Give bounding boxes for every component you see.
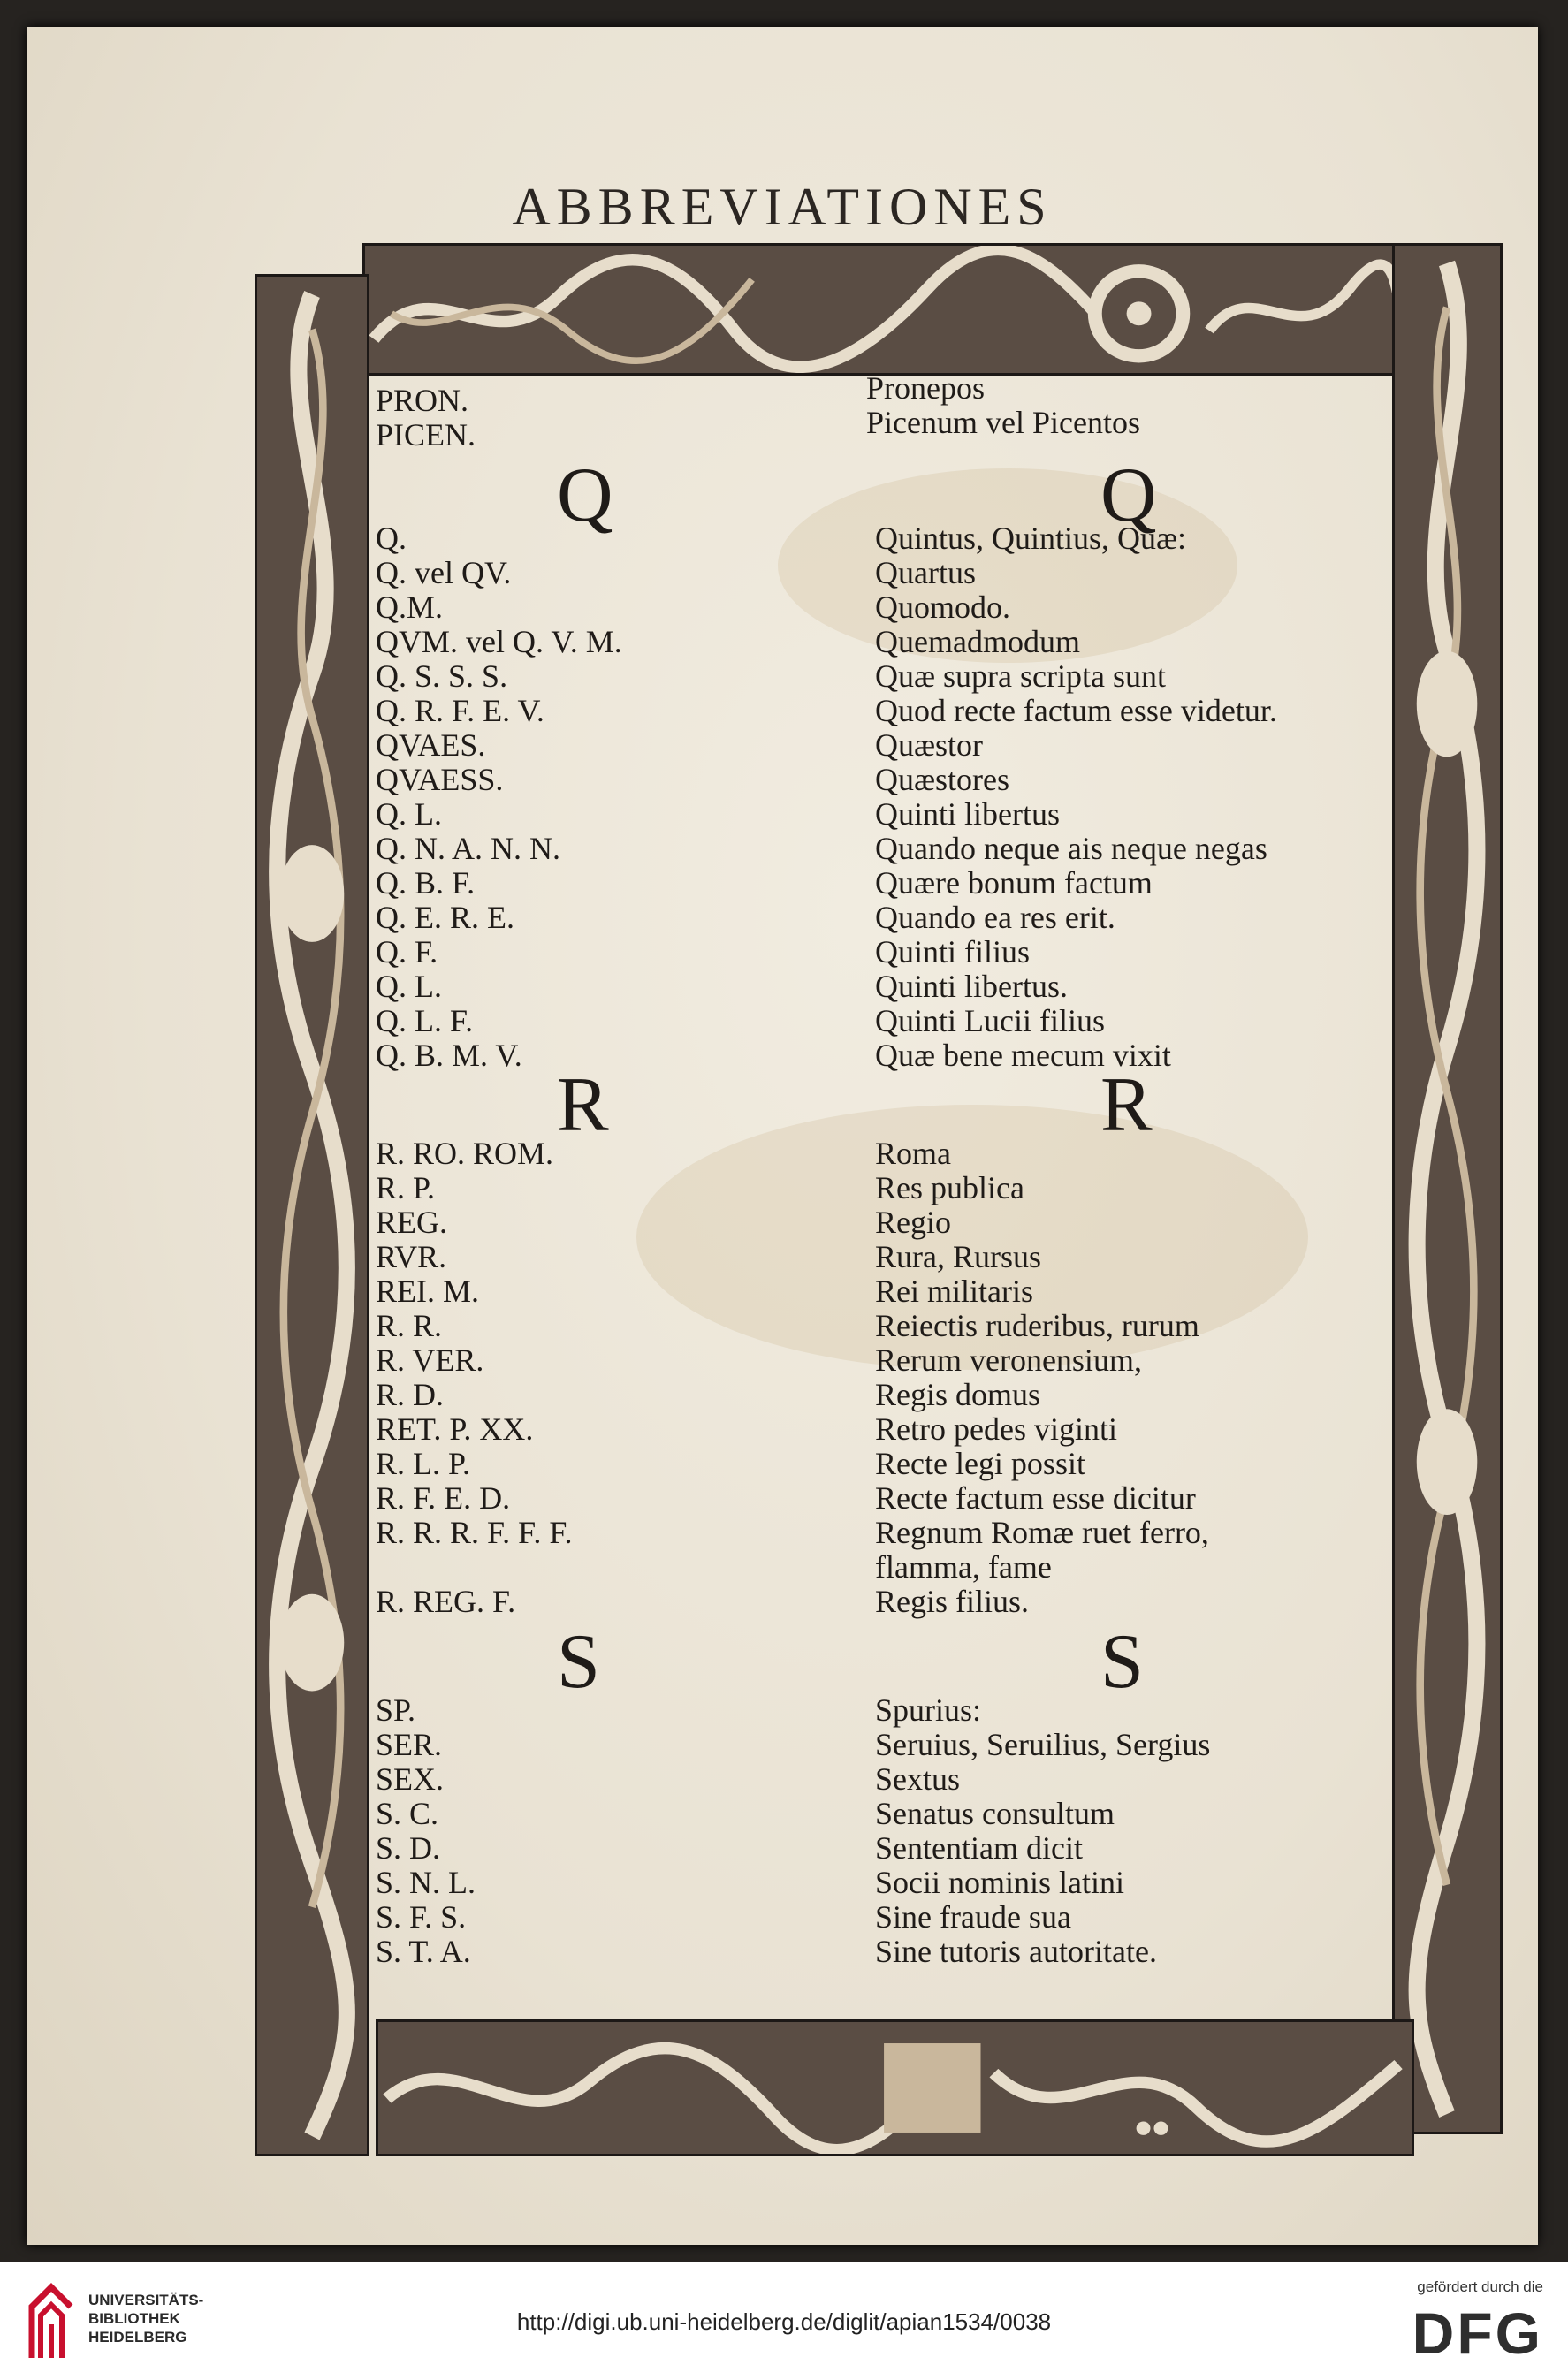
expansion: Regnum Romæ ruet ferro, — [875, 1515, 1209, 1550]
abbreviation: Q. B. M. V. — [376, 1038, 522, 1073]
library-name-line2: BIBLIOTHEK — [88, 2310, 180, 2327]
ornamental-border-left — [255, 274, 369, 2156]
expansion: Roma — [875, 1136, 951, 1171]
abbreviation: R. D. — [376, 1377, 445, 1412]
expansion: Quinti libertus — [875, 796, 1060, 832]
expansion-top-2: Picenum vel Picentos — [866, 405, 1140, 440]
expansion: Quinti Lucii filius — [875, 1003, 1105, 1038]
expansion: flamma, fame — [875, 1549, 1052, 1585]
library-name-line1: UNIVERSITÄTS- — [88, 2292, 204, 2308]
expansion: Regis filius. — [875, 1584, 1030, 1619]
abbrev-top-2: PICEN. — [376, 417, 476, 452]
abbreviation: Q.M. — [376, 589, 444, 625]
abbreviation: S. N. L. — [376, 1865, 476, 1900]
abbreviation: QVAESS. — [376, 762, 504, 797]
abbreviation: R. RO. ROM. — [376, 1136, 554, 1171]
abbrev-top-1: PRON. — [376, 383, 469, 418]
expansion: Quæ supra scripta sunt — [875, 658, 1166, 694]
abbreviation: RET. P. XX. — [376, 1411, 534, 1447]
abbreviation: Q. L. F. — [376, 1003, 474, 1038]
expansion: Quæ bene mecum vixit — [875, 1038, 1171, 1073]
abbreviation: SP. — [376, 1692, 416, 1728]
expansion: Spurius: — [875, 1692, 982, 1728]
abbreviation: R. REG. F. — [376, 1584, 516, 1619]
abbreviation: Q. — [376, 521, 407, 556]
expansion: Rura, Rursus — [875, 1239, 1041, 1274]
abbreviation: S. C. — [376, 1796, 439, 1831]
abbreviation: Q. vel QV. — [376, 555, 512, 590]
expansion: Rerum veronensium, — [875, 1342, 1142, 1378]
expansion: Quando neque ais neque negas — [875, 831, 1267, 866]
abbreviation: Q. L. — [376, 969, 442, 1004]
abbreviation: S. D. — [376, 1830, 441, 1866]
dfg-logo: DFG — [1412, 2300, 1543, 2366]
expansion: Sextus — [875, 1761, 961, 1797]
expansion: Quæstor — [875, 727, 984, 763]
section-letter-right: S — [1100, 1619, 1144, 1705]
abbreviation: QVM. vel Q. V. M. — [376, 624, 622, 659]
ornamental-border-bottom — [376, 2019, 1414, 2156]
abbreviation: QVAES. — [376, 727, 486, 763]
expansion: Recte legi possit — [875, 1446, 1085, 1481]
expansion: Retro pedes viginti — [875, 1411, 1117, 1447]
expansion: Regis domus — [875, 1377, 1041, 1412]
abbreviation: R. R. R. F. F. F. — [376, 1515, 573, 1550]
expansion: Recte factum esse dicitur — [875, 1480, 1196, 1516]
abbreviation: R. VER. — [376, 1342, 484, 1378]
ornamental-border-top — [362, 243, 1410, 376]
expansion: Socii nominis latini — [875, 1865, 1125, 1900]
abbreviation: Q. N. A. N. N. — [376, 831, 561, 866]
abbreviation: Q. R. F. E. V. — [376, 693, 544, 728]
abbreviation: RVR. — [376, 1239, 447, 1274]
abbreviation: REG. — [376, 1205, 447, 1240]
abbreviation: R. R. — [376, 1308, 443, 1343]
expansion: Sine tutoris autoritate. — [875, 1934, 1157, 1969]
section-letter-right: Q — [1100, 452, 1157, 538]
permalink-url[interactable]: http://digi.ub.uni-heidelberg.de/diglit/apian1534/0038 — [516, 2308, 1052, 2335]
expansion: Regio — [875, 1205, 951, 1240]
abbreviation: Q. S. S. S. — [376, 658, 508, 694]
expansion: Quintus, Quintius, Quæ: — [875, 521, 1187, 556]
expansion: Quæstores — [875, 762, 1009, 797]
book-page — [27, 27, 1538, 2245]
abbreviation: R. P. — [376, 1170, 436, 1205]
abbreviation: R. F. E. D. — [376, 1480, 511, 1516]
section-letter-left: Q — [557, 452, 613, 538]
expansion: Quartus — [875, 555, 976, 590]
expansion: Seruius, Seruilius, Sergius — [875, 1727, 1211, 1762]
expansion: Reiectis ruderibus, rurum — [875, 1308, 1199, 1343]
expansion: Sententiam dicit — [875, 1830, 1083, 1866]
abbreviation: Q. B. F. — [376, 865, 476, 901]
section-letter-left: S — [557, 1619, 600, 1705]
abbreviation: SEX. — [376, 1761, 445, 1797]
expansion: Res publica — [875, 1170, 1024, 1205]
funding-note: gefördert durch die — [1417, 2278, 1543, 2295]
digitization-footer — [0, 2262, 1568, 2380]
abbreviation: S. T. A. — [376, 1934, 471, 1969]
section-letter-left: R — [557, 1062, 609, 1148]
abbreviation: Q. E. R. E. — [376, 900, 514, 935]
abbreviation: REI. M. — [376, 1274, 479, 1309]
abbreviation: SER. — [376, 1727, 443, 1762]
page-heading: ABBREVIATIONES — [512, 178, 1053, 236]
ornamental-border-right — [1392, 243, 1503, 2134]
abbreviation: S. F. S. — [376, 1899, 467, 1935]
expansion: Senatus consultum — [875, 1796, 1115, 1831]
section-letter-right: R — [1100, 1062, 1153, 1148]
expansion: Sine fraude sua — [875, 1899, 1071, 1935]
abbreviation: R. L. P. — [376, 1446, 471, 1481]
abbreviation: Q. F. — [376, 934, 438, 969]
library-name-line3: HEIDELBERG — [88, 2329, 187, 2346]
expansion: Rei militaris — [875, 1274, 1033, 1309]
expansion: Quando ea res erit. — [875, 900, 1115, 935]
expansion: Quod recte factum esse videtur. — [875, 693, 1277, 728]
abbreviation: Q. L. — [376, 796, 442, 832]
expansion: Quinti libertus. — [875, 969, 1068, 1004]
expansion: Quære bonum factum — [875, 865, 1153, 901]
expansion: Quomodo. — [875, 589, 1010, 625]
expansion: Quinti filius — [875, 934, 1031, 969]
expansion: Quemadmodum — [875, 624, 1080, 659]
expansion-top-1: Pronepos — [866, 370, 985, 406]
